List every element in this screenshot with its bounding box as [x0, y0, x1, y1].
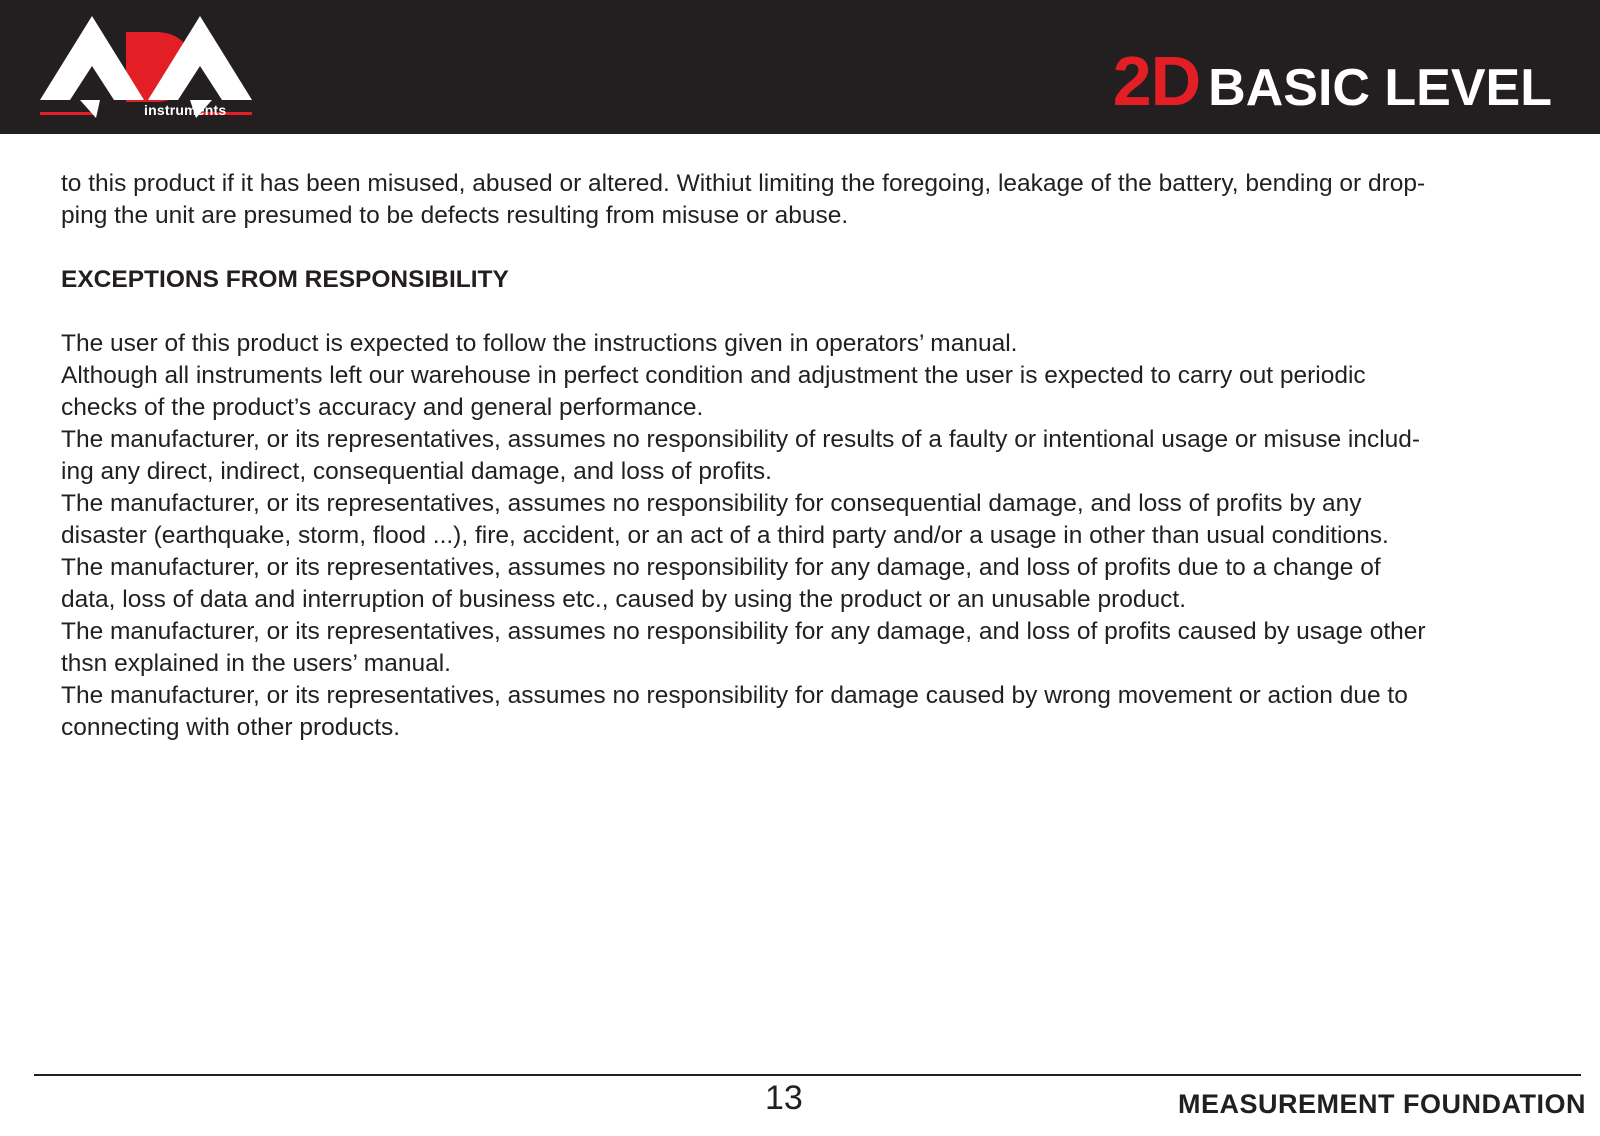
body-line: The user of this product is expected to follow the instructions given in operators’ manual. [61, 330, 1018, 357]
body-line: The manufacturer, or its representatives, assumes no responsibility for damage caused by wrong movement or action due to [61, 682, 1408, 709]
product-title-accent: 2D [1112, 42, 1201, 120]
body-line: The manufacturer, or its representatives, assumes no responsibility for any damage, and loss of profits due to a change of [61, 554, 1381, 581]
product-title [1112, 42, 1552, 120]
header-bar [0, 0, 1600, 134]
page-content [61, 168, 1561, 744]
footer-label: MEASUREMENT FOUNDATION [1178, 1089, 1586, 1119]
body-line: The manufacturer, or its representatives, assumes no responsibility of results of a faulty or intentional usage or misuse includ- [61, 426, 1421, 453]
intro-line: ping the unit are presumed to be defects resulting from misuse or abuse. [61, 202, 849, 229]
intro-paragraph [61, 168, 1561, 232]
section-heading: EXCEPTIONS FROM RESPONSIBILITY [61, 266, 509, 293]
footer-divider [34, 1074, 1581, 1076]
body-line: data, loss of data and interruption of business etc., caused by using the product or an unusable product. [61, 586, 1187, 613]
body-line: disaster (earthquake, storm, flood ...), fire, accident, or an act of a third party and/or a usage in other than usual conditions. [61, 522, 1389, 549]
body-line: The manufacturer, or its representatives, assumes no responsibility for consequential damage, and loss of profits by any [61, 490, 1362, 517]
body-line: connecting with other products. [61, 714, 401, 741]
body-line: checks of the product’s accuracy and general performance. [61, 394, 704, 421]
logo-text: instruments [144, 102, 227, 118]
body-line: thsn explained in the users’ manual. [61, 650, 451, 677]
ada-logo [40, 14, 260, 122]
body-line: The manufacturer, or its representatives, assumes no responsibility for any damage, and loss of profits caused by usage other [61, 618, 1426, 645]
product-title-main: BASIC LEVEL [1208, 59, 1552, 117]
body-paragraph [61, 328, 1561, 744]
body-line: Although all instruments left our warehouse in perfect condition and adjustment the user is expected to carry out periodic [61, 362, 1366, 389]
page-number: 13 [765, 1079, 803, 1117]
body-line: ing any direct, indirect, consequential damage, and loss of profits. [61, 458, 772, 485]
intro-line: to this product if it has been misused, abused or altered. Withiut limiting the foregoing, leakage of the battery, bending or drop- [61, 170, 1426, 197]
